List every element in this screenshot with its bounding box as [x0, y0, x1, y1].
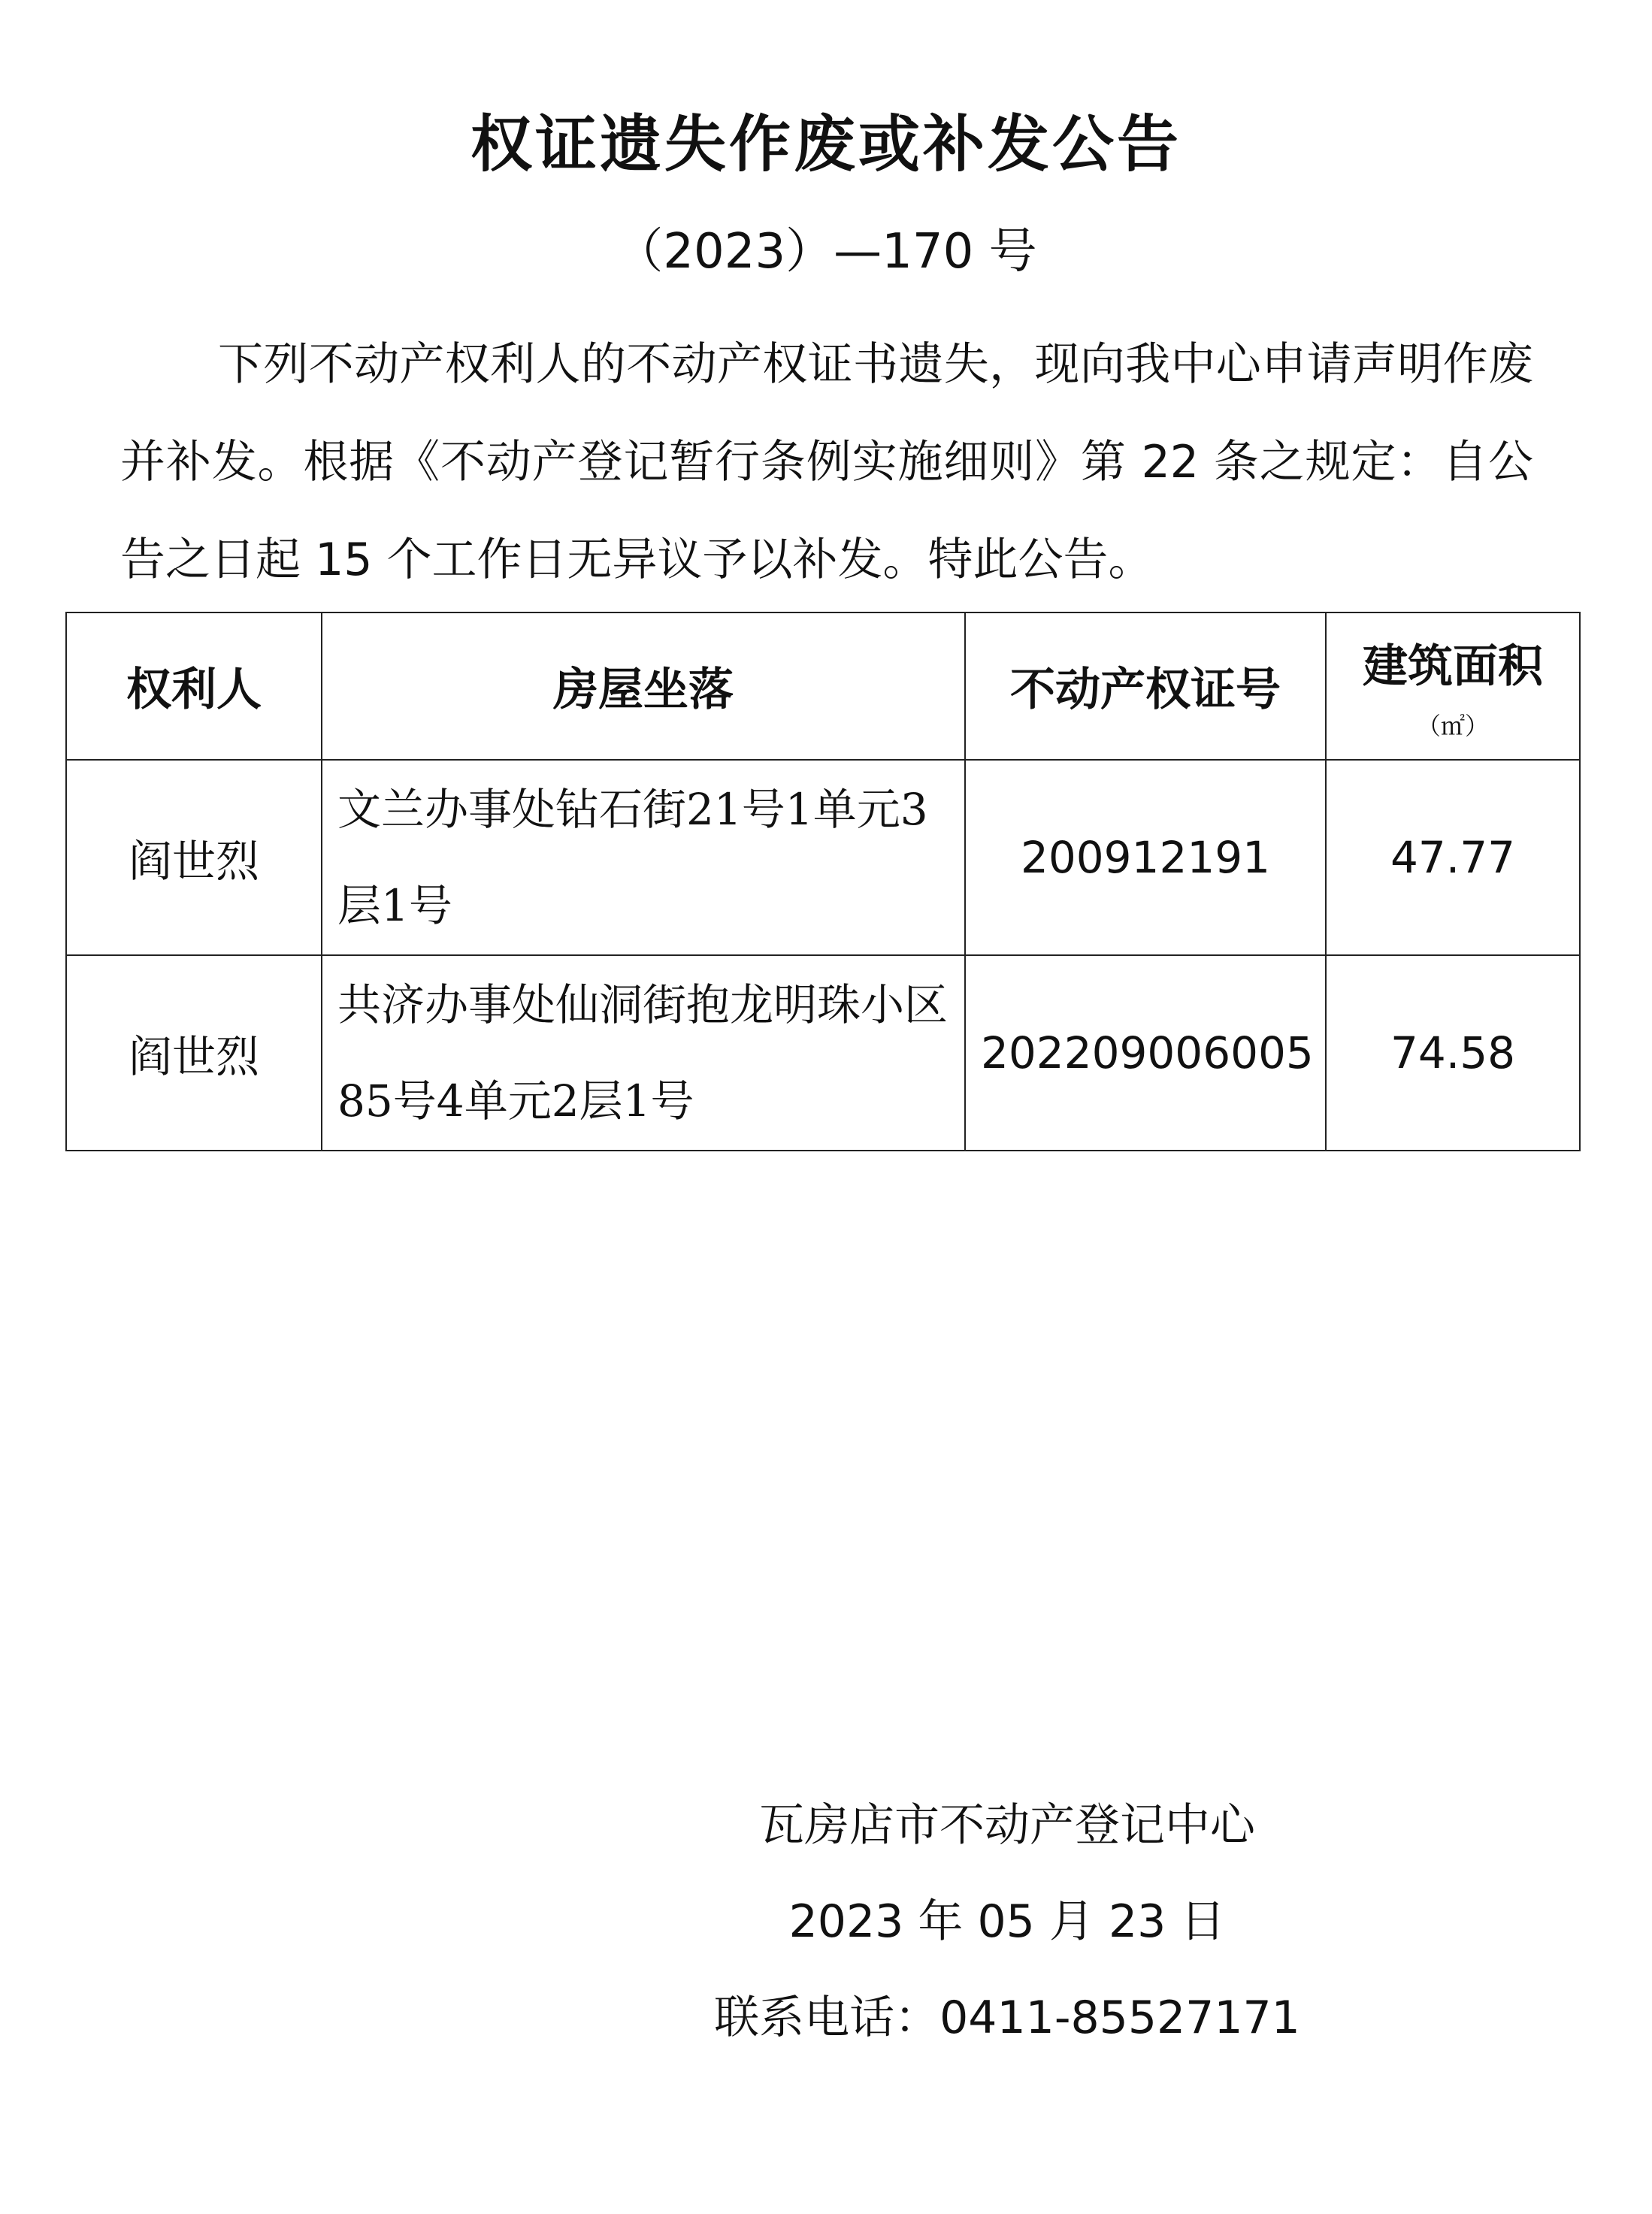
header-area [1326, 612, 1580, 760]
cell-cert-no: 200912191 [965, 760, 1326, 955]
cell-area: 47.77 [1326, 760, 1580, 955]
certificate-table [65, 612, 1581, 1151]
header-area-unit: （㎡） [1416, 712, 1489, 740]
contact-phone: 联系电话：0411-85527171 [714, 1992, 1300, 2044]
cell-holder: 阎世烈 [66, 760, 322, 955]
issue-date: 2023 年 05 月 23 日 [788, 1895, 1226, 1948]
header-address: 房屋坐落 [322, 612, 965, 760]
header-area-label: 建筑面积 [1363, 640, 1543, 693]
notice-title: 权证遗失作废或补发公告 [470, 109, 1182, 180]
notice-number: （2023）—170 号 [615, 224, 1037, 280]
cell-holder: 阎世烈 [66, 955, 322, 1151]
table-row [66, 760, 1580, 955]
issuer-name: 瓦房店市不动产登记中心 [759, 1799, 1255, 1852]
header-cert-no: 不动产权证号 [965, 612, 1326, 760]
cell-address: 文兰办事处钻石街21号1单元3层1号 [322, 760, 965, 955]
cell-cert-no: 202209006005 [965, 955, 1326, 1151]
signature-block [661, 1777, 1353, 2066]
cell-address: 共济办事处仙洞街抱龙明珠小区85号4单元2层1号 [322, 955, 965, 1151]
table-header-row [66, 612, 1580, 760]
table-row [66, 955, 1580, 1151]
header-holder: 权利人 [66, 612, 322, 760]
notice-body: 下列不动产权利人的不动产权证书遗失，现向我中心申请声明作废并补发。根据《不动产登记暂行条例实施细则》第 22 条之规定：自公告之日起 15 个工作日无异议予以补发。特此公告。 [120, 338, 1533, 586]
cell-area: 74.58 [1326, 955, 1580, 1151]
